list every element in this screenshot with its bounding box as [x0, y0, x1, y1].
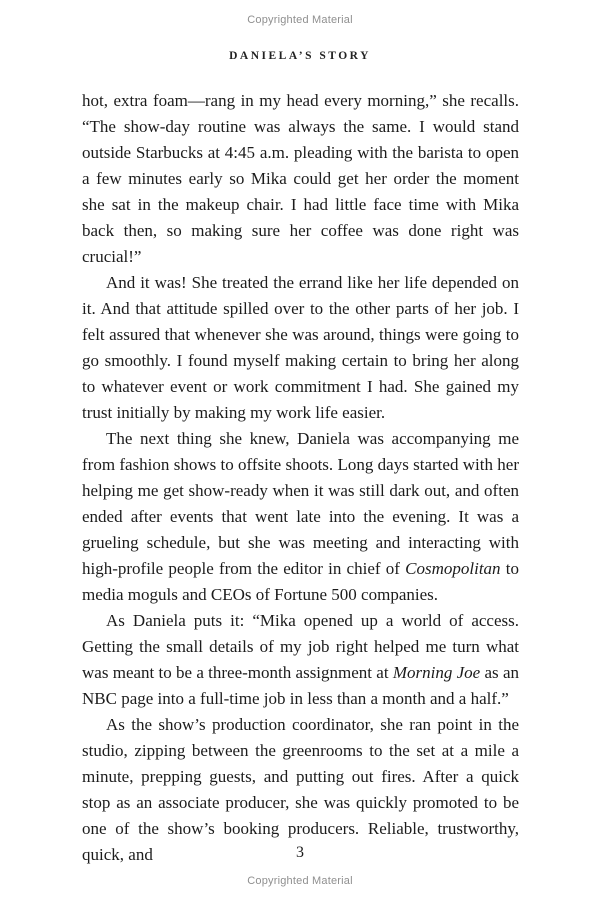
paragraph	[82, 426, 519, 608]
italic-text-run: Morning Joe	[392, 663, 481, 682]
text-run: And it was! She treated the errand like her life depended on it. And that attitude spilled over to the other parts of her job. I felt assured that whenever she was around, things were going to go smoothly. I found myself making certain to bring her along to whatever event or work commitment I had. She gained my trust initially by making my work life easier.	[82, 273, 519, 422]
text-run: As Daniela puts it: “Mika opened up a world of access. Getting the small details of my job right helped me turn what was meant to be a three-month assignment at	[82, 611, 519, 682]
text-run: as an NBC page into a full-time job in less than a month and a half.”	[82, 663, 519, 708]
page-number: 3	[296, 844, 304, 861]
running-header: DANIELA’S STORY	[229, 50, 371, 62]
paragraph	[82, 608, 519, 712]
paragraph	[82, 88, 519, 270]
italic-text-run: Cosmopolitan	[405, 559, 501, 578]
text-run: hot, extra foam—rang in my head every morning,” she recalls. “The show-day routine was always the same. I would stand outside Starbucks at 4:45 a.m. pleading with the barista to open a few minutes early so Mika could get her order the moment she sat in the makeup chair. I had little face time with Mika back then, so making sure her coffee was done right was crucial!”	[82, 91, 519, 266]
body-text	[82, 88, 519, 868]
text-run: The next thing she knew, Daniela was accompanying me from fashion shows to offsite shoots. Long days started with her helping me get show-ready when it was still dark out, and often ended after events that went late into the evening. It was a grueling schedule, but she was meeting and interacting with high-profile people from the editor in chief of	[82, 429, 519, 578]
paragraph	[82, 270, 519, 426]
copyright-notice-bottom: Copyrighted Material	[247, 875, 353, 887]
text-run: to media moguls and CEOs of Fortune 500 companies.	[82, 559, 519, 604]
copyright-notice-top: Copyrighted Material	[247, 14, 353, 26]
text-run: As the show’s production coordinator, she ran point in the studio, zipping between the greenrooms to the set at a mile a minute, prepping guests, and putting out fires. After a quick stop as an associate producer, she was quickly promoted to be one of the show’s booking producers. Reliable, trustworthy, quick, and	[82, 715, 519, 864]
